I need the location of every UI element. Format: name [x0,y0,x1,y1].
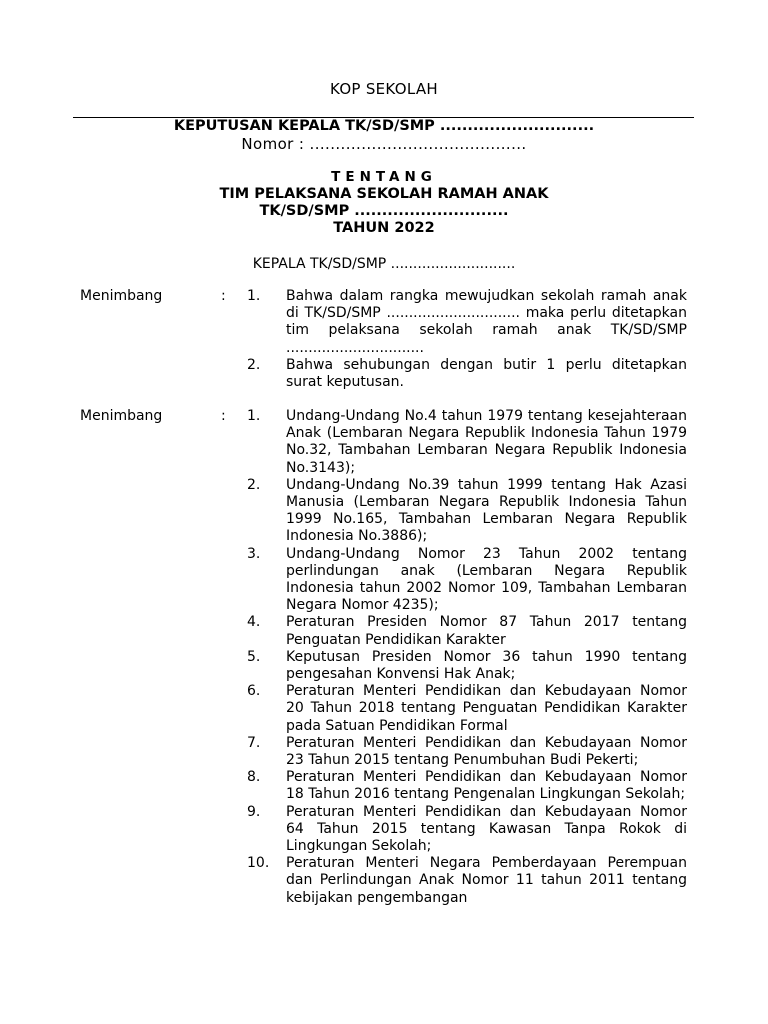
list-item [247,477,687,546]
decree-title: KEPUTUSAN KEPALA TK/SD/SMP ............................ [173,118,595,134]
item-number: 9. [247,803,261,820]
item-number: 8. [247,769,261,786]
item-number: 1. [247,408,261,424]
section-label: Menimbang [80,288,163,304]
section-colon: : [221,408,226,424]
item-text: Undang-Undang Nomor 23 Tahun 2002 tentang perlindungan anak (Lembaran Negara Republik Indonesia tahun 2002 Nomor 109, Tambahan Lembaran Negara Nomor 4235); [286,545,687,614]
letterhead-label: KOP SEKOLAH [330,80,438,98]
subject-line-2: TK/SD/SMP ............................ [259,203,509,219]
item-number: 4. [247,614,261,631]
list-item [247,357,687,391]
list-item [247,649,687,683]
item-number: 7. [247,734,261,751]
subject-line-1: TIM PELAKSANA SEKOLAH RAMAH ANAK [219,186,549,202]
issuer-line: KEPALA TK/SD/SMP ............................ [252,256,516,272]
item-text: Peraturan Menteri Negara Pemberdayaan Perempuan dan Perlindungan Anak Nomor 11 tahun 2011 tentang kebijakan pengembangan [286,855,687,906]
item-text: Peraturan Menteri Pendidikan dan Kebudayaan Nomor 23 Tahun 2015 tentang Penumbuhan Budi Pekerti; [286,734,687,769]
item-text: Undang-Undang No.4 tahun 1979 tentang kesejahteraan Anak (Lembaran Negara Republik Indonesia Tahun 1979 No.32, Tambahan Lembaran Negara Republik Indonesia No.3143); [286,408,687,476]
decree-number: Nomor : .......................................... [241,135,527,153]
tentang-heading: TENTANG [331,169,437,185]
item-text: Peraturan Menteri Pendidikan dan Kebudayaan Nomor 20 Tahun 2018 tentang Penguatan Pendidikan Karakter pada Satuan Pendidikan Formal [286,683,687,734]
list-item [247,614,687,648]
legal-basis-list [247,408,687,907]
item-number: 2. [247,476,261,493]
item-number: 10. [247,855,270,872]
item-number: 6. [247,683,261,700]
item-text: Bahwa sehubungan dengan butir 1 perlu ditetapkan surat keputusan. [286,356,687,391]
list-item [247,855,687,907]
item-text: Peraturan Menteri Pendidikan dan Kebudayaan Nomor 18 Tahun 2016 tentang Pengenalan Lingkungan Sekolah; [286,769,687,803]
list-item [247,408,687,477]
considerations-list [247,288,687,391]
list-item [247,288,687,357]
item-text: Bahwa dalam rangka mewujudkan sekolah ramah anak di TK/SD/SMP .............................. maka perlu ditetapkan tim pelaksana sekolah ramah anak TK/SD/SMP ............................... [286,288,687,356]
list-item [247,546,687,615]
item-number: 3. [247,545,261,562]
item-number: 5. [247,648,261,665]
list-item [247,769,687,803]
list-item [247,683,687,735]
list-item [247,735,687,769]
item-text: Keputusan Presiden Nomor 36 tahun 1990 tentang pengesahan Konvensi Hak Anak; [286,648,687,683]
item-text: Peraturan Presiden Nomor 87 Tahun 2017 tentang Penguatan Pendidikan Karakter [286,614,687,648]
item-number: 2. [247,356,261,373]
item-number: 1. [247,288,261,304]
section-label: Menimbang [80,408,163,424]
list-item [247,804,687,856]
item-text: Undang-Undang No.39 tahun 1999 tentang Hak Azasi Manusia (Lembaran Negara Republik Indonesia Tahun 1999 No.165, Tambahan Lembaran Negara Republik Indonesia No.3886); [286,476,687,545]
section-colon: : [221,288,226,304]
subject-line-3: TAHUN 2022 [333,220,435,236]
item-text: Peraturan Menteri Pendidikan dan Kebudayaan Nomor 64 Tahun 2015 tentang Kawasan Tanpa Rokok di Lingkungan Sekolah; [286,803,687,855]
